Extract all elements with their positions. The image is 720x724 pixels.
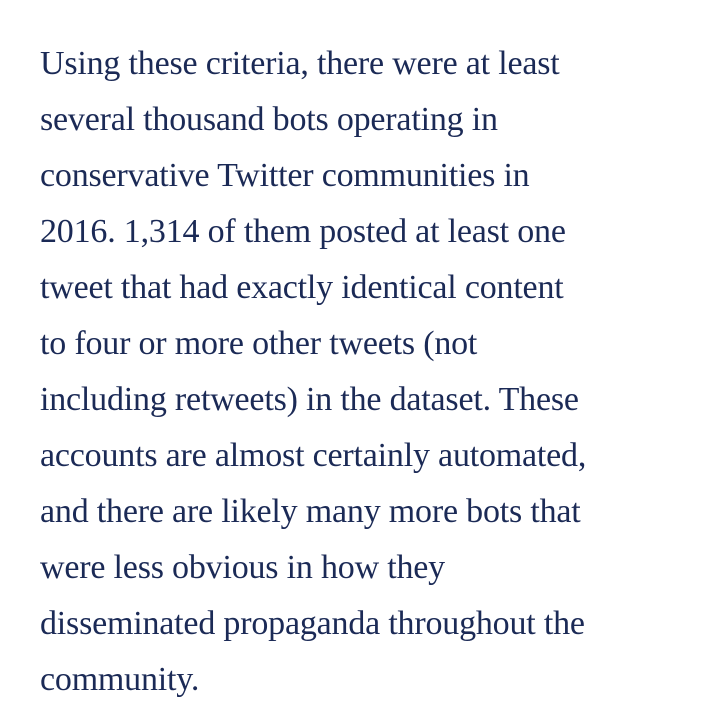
paragraph-line: 2016. 1,314 of them posted at least one bbox=[40, 213, 566, 250]
paragraph-line: and there are likely many more bots that bbox=[40, 493, 581, 530]
article-body bbox=[40, 36, 700, 708]
paragraph-line: several thousand bots operating in bbox=[40, 101, 498, 138]
paragraph-line: disseminated propaganda throughout the bbox=[40, 605, 585, 642]
article-paragraph bbox=[40, 36, 700, 708]
paragraph-line: community. bbox=[40, 661, 200, 698]
paragraph-line: were less obvious in how they bbox=[40, 549, 445, 586]
paragraph-line: tweet that had exactly identical content bbox=[40, 269, 564, 306]
paragraph-line: to four or more other tweets (not bbox=[40, 325, 478, 362]
paragraph-line: accounts are almost certainly automated, bbox=[40, 437, 587, 474]
paragraph-line: including retweets) in the dataset. These bbox=[40, 381, 579, 418]
paragraph-line: conservative Twitter communities in bbox=[40, 157, 530, 194]
paragraph-line: Using these criteria, there were at least bbox=[40, 45, 560, 82]
